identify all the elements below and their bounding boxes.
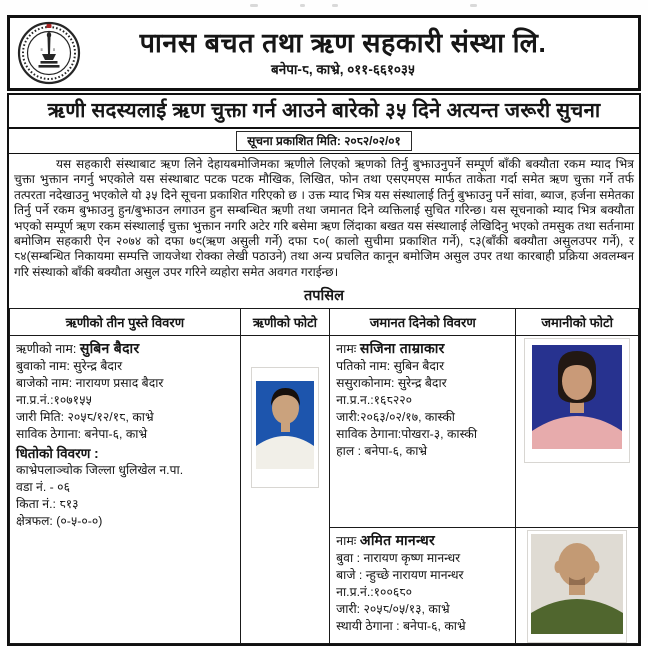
borrower-portrait-image (252, 368, 318, 482)
borrower-grandfather-line: बाजेको नाम: नारायण प्रसाद बैदार (16, 376, 164, 391)
guarantor1-issue-date-line: जारी:२०६३/०२/१७, कास्की (336, 410, 455, 425)
guarantor1-fatherinlaw-line: ससुराकोनाम: सुरेन्द्र बैदार (336, 376, 447, 391)
borrower-photo (252, 368, 318, 487)
borrower-details-cell (10, 336, 241, 644)
guarantor2-father-line: बुवा : नारायण कृष्ण मानन्धर (336, 551, 461, 566)
collateral-area-line: क्षेत्रफल: (०-५-०-०) (16, 514, 103, 529)
guarantor2-permanent-address-line: स्थायी ठेगाना : बनेपा-६, काभ्रे (336, 619, 466, 634)
collateral-plot-line: किता नं.: ८१३ (16, 497, 79, 512)
letterhead-text (88, 28, 638, 78)
table-row (10, 336, 639, 528)
guarantor2-photo-cell (516, 528, 639, 644)
letterhead (7, 15, 641, 91)
guarantor1-name-label: नामः (336, 342, 357, 357)
published-date: सूचना प्रकाशित मिति: २०८२/०२/०१ (236, 131, 412, 151)
table-header-row (10, 309, 639, 336)
guarantor1-husband-line: पतिको नाम: सुबिन बैदार (336, 359, 445, 374)
svg-text:॥: ॥ (52, 47, 56, 52)
guarantor1-portrait-image (525, 339, 629, 457)
scan-speck (332, 4, 338, 7)
guarantor2-grandfather-line: बाजे : न्हुच्छे नारायण मानन्धर (336, 568, 464, 583)
guarantor2-details-cell (330, 528, 516, 644)
guarantor1-details-cell (330, 336, 516, 528)
column-header-guarantor-details: जमानत दिनेको विवरण (330, 309, 516, 336)
notice-title: ऋणी सदस्यलाई ऋण चुक्ता गर्न आउने बारेको ३५ दिने अत्यन्त जरूरी सुचना (9, 95, 639, 129)
organization-address: बनेपा-८, काभ्रे, ०११-६६१०३५ (271, 62, 415, 77)
scan-speck (300, 4, 305, 7)
column-header-borrower-details: ऋणीको तीन पुस्ते विवरण (10, 309, 241, 336)
borrower-address-line: साविक ठेगाना: बनेपा-६, काभ्रे (16, 427, 148, 442)
collateral-heading: धितोको विवरण : (16, 446, 99, 462)
guarantor2-name: अमित मानन्धर (359, 532, 436, 549)
svg-text:॥: ॥ (40, 47, 43, 52)
cooperative-seal-icon (16, 20, 82, 86)
column-header-borrower-photo: ऋणीको फोटो (240, 309, 329, 336)
borrower-guarantor-table (9, 308, 639, 644)
borrower-photo-cell (240, 336, 329, 644)
collateral-ward-line: वडा नं. - ०६ (16, 480, 70, 495)
organization-name: पानस बचत तथा ऋण सहकारी संस्था लि. (139, 28, 547, 58)
guarantor1-photo (525, 339, 629, 462)
page-top-scan-artifact (0, 0, 648, 15)
guarantor1-name: सजिना ताम्राकार (359, 340, 445, 357)
column-header-guarantor-photo: जमानीको फोटो (516, 309, 639, 336)
borrower-father-line: बुवाको नाम: सुरेन्द्र बैदार (16, 359, 123, 374)
scan-speck (250, 4, 258, 7)
guarantor2-citizenship-line: ना.प्र.नं.:१००६८० (336, 585, 413, 600)
borrower-name-label: ऋणीको नाम: (16, 342, 77, 357)
collateral-district-line: काभ्रेपलाञ्चोक जिल्ला धुलिखेल न.पा. (16, 463, 184, 478)
scan-speck (470, 4, 477, 7)
guarantor2-name-line (336, 532, 509, 550)
notice-body-container (7, 93, 641, 646)
notice-paragraph: यस सहकारी संस्थाबाट ऋण लिने देहायबमोजिमका ऋणीले लिएको ऋणको तिर्नु बुझाउनुपर्ने सम्पूर्ण बाँकी बक्यौता रकम म्याद भित्र चुक्ता भुक्तान नगर्नु भएकोले यस संस्थाबाट पटक पटक मौखिक, लिखित, फोन तथा एसएमएस मार्फत ताकेता गर्दा समेत ऋण चुक्ता गर्ने तर्फ तत्परता नदेखाउनु भएकोले यो ३५ दिने सूचना प्रकाशित गरिएको छ । उक्त म्याद भित्र यस संस्थालाई तिर्नु बुझाउनु पर्ने सांवा, ब्याज, हर्जना समेतका तिर्नु पर्ने रकम बुझाउनु हुन/बुझाउन लगाउन हुन सम्बन्धित ऋणी तथा जमानत दिने व्यक्तिलाई सुचित गरिन्छ। यस सूचनाको म्याद भित्र बक्यौता भएको सम्पूर्ण ऋण रकम संस्थालाई चुक्ता भुक्तान नगरि अटेर गरि बसेमा ऋण लिंदाका बखत यस संस्थालाई लेखिदिनु भएको तमसुक तथा सर्तनामा बमोजिम सहकारी ऐन २०७४ को दफा ७९(ऋण असुली गर्ने) दफा ८०( कालो सुचीमा प्रकाशित गर्ने), ८३(बाँकी बक्यौता असुलउपर गर्ने), र ८४(सम्बन्धित निकायमा सम्पत्ति जायजेथा रोक्का लेखी पठाउने) तथा अन्य प्रचलित कानून बमोजिम असुल उपर तथा कारबाही प्रक्रिया अवलम्बन गरि संस्थाको बाँकी बक्यौता असुल उपर गरिने व्यहोरा समेत अवगत गराईन्छ। (14, 157, 634, 279)
guarantor1-current-address-line: हाल : बनेपा-६, काभ्रे (336, 444, 428, 459)
guarantor2-portrait-image (528, 531, 626, 637)
guarantor2-photo (528, 531, 626, 642)
logo-container (10, 20, 88, 86)
guarantor2-issue-date-line: जारी: २०५८/०५/१३, काभ्रे (336, 602, 450, 617)
guarantor2-name-label: नामः (336, 534, 357, 549)
borrower-name-line (16, 340, 234, 358)
tapasil-heading: तपसिल (304, 288, 344, 305)
borrower-citizenship-line: ना.प्र.नं.:१०७१५५ (16, 393, 92, 408)
guarantor1-citizenship-line: ना.प्र.न.:१६८२२० (336, 393, 413, 408)
guarantor1-name-line (336, 340, 509, 358)
borrower-issue-date-line: जारी मिति: २०५८/१२/१८, काभ्रे (16, 410, 154, 425)
borrower-name: सुबिन बैदार (79, 340, 140, 357)
published-date-strip (9, 129, 639, 154)
guarantor1-former-address-line: साविक ठेगाना:पोखरा-३, कास्की (336, 427, 478, 442)
guarantor1-photo-cell (516, 336, 639, 528)
